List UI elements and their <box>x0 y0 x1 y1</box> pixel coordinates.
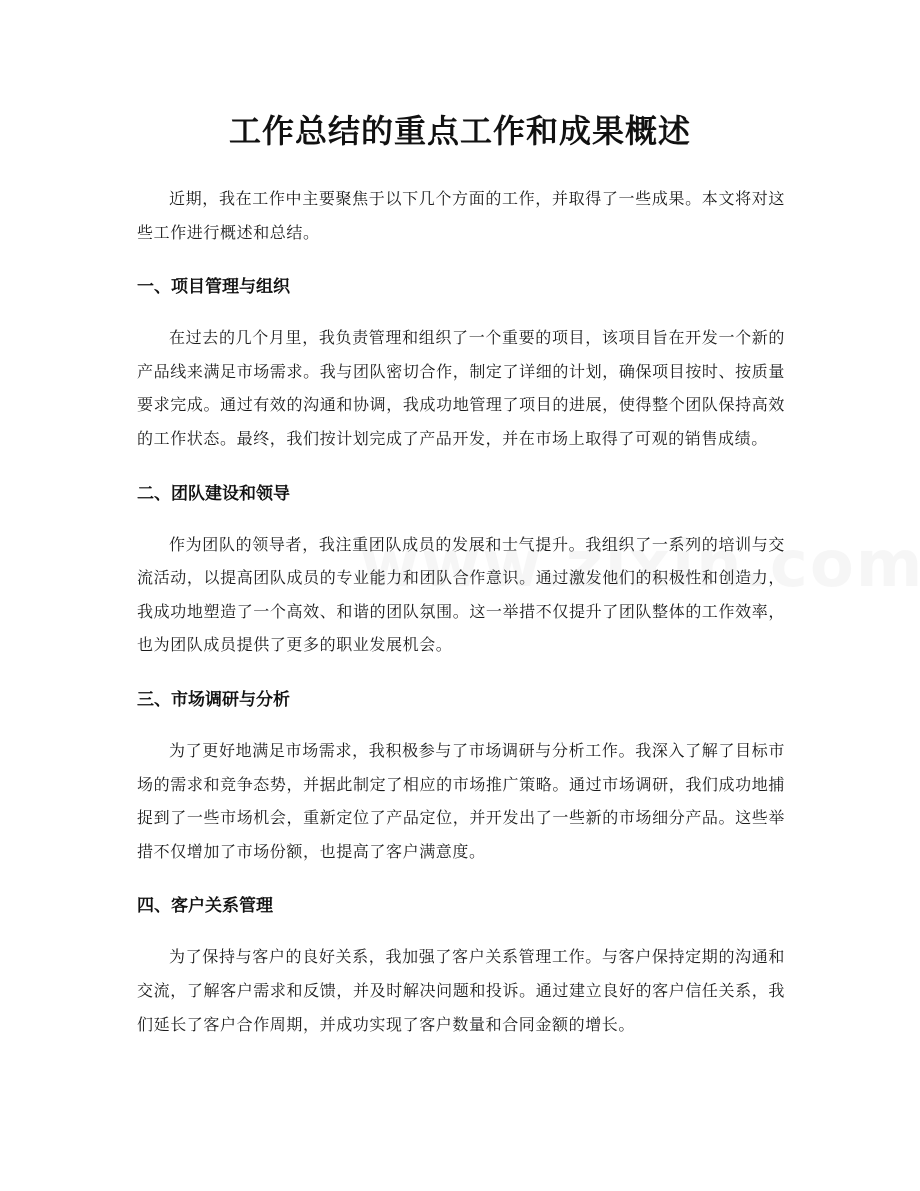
section-heading-team: 二、团队建设和领导 <box>137 483 290 504</box>
section-body-market: 为了更好地满足市场需求，我积极参与了市场调研与分析工作。我深入了解了目标市场的需求和竞争态势，并据此制定了相应的市场推广策略。通过市场调研，我们成功地捕捉到了一些市场机会，重新定位了产品定位，并开发出了一些新的市场细分产品。这些举措不仅增加了市场份额，也提高了客户满意度。 <box>137 740 785 861</box>
document-body <box>137 182 785 1041</box>
section-heading-project: 一、项目管理与组织 <box>137 277 290 298</box>
intro-paragraph: 近期，我在工作中主要聚焦于以下几个方面的工作，并取得了一些成果。本文将对这些工作进行概述和总结。 <box>137 189 785 242</box>
section-body-project: 在过去的几个月里，我负责管理和组织了一个重要的项目，该项目旨在开发一个新的产品线来满足市场需求。我与团队密切合作，制定了详细的计划，确保项目按时、按质量要求完成。通过有效的沟通和协调，我成功地管理了项目的进展，使得整个团队保持高效的工作状态。最终，我们按计划完成了产品开发，并在市场上取得了可观的销售成绩。 <box>137 328 785 448</box>
section-heading-market: 三、市场调研与分析 <box>137 689 290 710</box>
section-heading-customer: 四、客户关系管理 <box>137 896 273 917</box>
section-body-team: 作为团队的领导者，我注重团队成员的发展和士气提升。我组织了一系列的培训与交流活动，以提高团队成员的专业能力和团队合作意识。通过激发他们的积极性和创造力，我成功地塑造了一个高效、和谐的团队氛围。这一举措不仅提升了团队整体的工作效率，也为团队成员提供了更多的职业发展机会。 <box>137 534 785 655</box>
section-body-customer: 为了保持与客户的良好关系，我加强了客户关系管理工作。与客户保持定期的沟通和交流，了解客户需求和反馈，并及时解决问题和投诉。通过建立良好的客户信任关系，我们延长了客户合作周期，并成功实现了客户数量和合同金额的增长。 <box>137 947 785 1034</box>
page-title: 工作总结的重点工作和成果概述 <box>228 112 691 150</box>
